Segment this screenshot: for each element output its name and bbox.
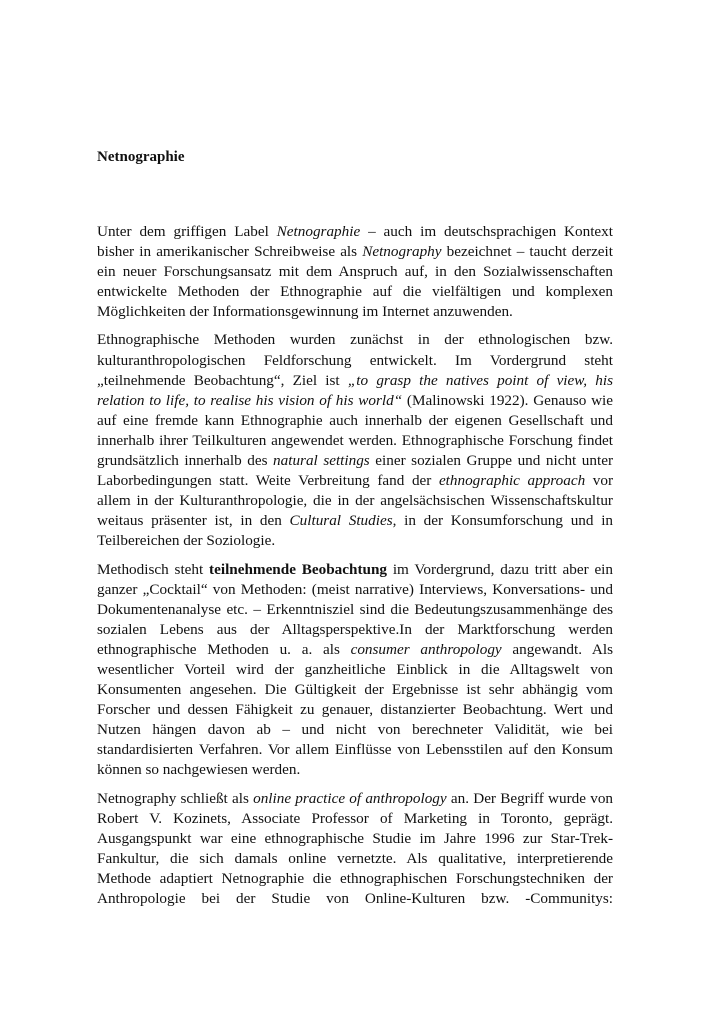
text-run: (Malinowski 1922). Genauso wie auf eine fremde kann Ethnographie auch innerhalb der eigenen Gesellschaft und innerhalb ihrer Teilkulturen angewendet werden. Ethnographische Forschung findet grundsätzlich innerhalb des: [97, 391, 614, 470]
text-run: , in der Konsumforschung und in Teilbereichen der Soziologie.: [97, 512, 614, 550]
text-run: angewandt. Als wesentlicher Vorteil wird der ganzheitliche Einblick in die Alltagswelt von Konsumenten angesehen. Die Gültigkeit der Ergebnisse ist sehr abhängig vom Forscher und dessen Fähigkeit zu genauer, distanzierter Beobachtung. Wert und Nutzen hängen davon ab – und nicht von berechneter Validität, wie bei standardisierten Verfahren. Vor allem Einflüsse von Lebensstilen auf den Konsum können so nachgewiesen werden.: [97, 640, 613, 779]
text-run: Ethnographische Methoden wurden zunächst in der ethnologischen bzw. kulturanthropologischen Feldforschung entwickelt. Im Vordergrund steht „teilnehmende Beobachtung“, Ziel ist: [97, 331, 613, 389]
text-run: Unter dem griffigen Label: [97, 223, 277, 240]
text-run: Methodisch steht: [97, 560, 210, 578]
text-run: Netnography schließt als: [97, 789, 254, 807]
paragraph: [97, 789, 613, 910]
text-run: – auch im deutschsprachigen Kontext bisher in amerikanischer Schreibweise als: [97, 223, 613, 261]
italic-text: natural settings: [273, 452, 370, 470]
bold-text: teilnehmende Beobachtung: [209, 560, 388, 578]
italic-text: online practice of anthropology: [253, 789, 447, 807]
italic-text: ethnographic approach: [438, 472, 586, 490]
paragraph: [97, 330, 613, 551]
paragraph: [97, 222, 613, 322]
text-run: im Vordergrund, dazu tritt aber ein ganzer „Cocktail“ von Methoden: (meist narrative) Interviews, Konversations- und Dokumentenanalyse etc. – Erkenntnisziel sind die Bedeutungszusammenhänge des sozialen Lebens aus der Alltagsperspektive.In der Marktforschung werden ethnographische Methoden u. a. als: [97, 560, 614, 658]
italic-text: Netnography: [362, 243, 442, 261]
paragraph: [97, 560, 613, 781]
text-run: bezeichnet – taucht derzeit ein neuer Forschungsansatz mit dem Anspruch auf, in den Sozialwissenschaften entwickelte Methoden der Ethnographie auf die vielfältigen und komplexen Möglichkeiten der Informationsgewinnung im Internet anzuwenden.: [97, 243, 613, 321]
italic-text: Netnographie: [276, 223, 361, 240]
text-run: vor allem in der Kulturanthropologie, die in der angelsächsischen Wissenschaftskultur weitaus präsenter ist, in den: [97, 472, 614, 530]
document-body: [97, 222, 613, 917]
italic-text: „to grasp the natives point of view, his relation to life, to realise his vision of his world“: [97, 371, 613, 409]
italic-text: consumer anthropology: [350, 640, 502, 658]
text-run: einer sozialen Gruppe und nicht unter Laborbedingungen statt. Weite Verbreitung fand der: [97, 452, 614, 490]
document-title: Netnographie: [97, 149, 185, 165]
italic-text: Cultural Studies: [289, 512, 393, 530]
text-run: an. Der Begriff wurde von Robert V. Kozinets, Associate Professor of Marketing in Toronto, geprägt. Ausgangspunkt war eine ethnographische Studie im Jahre 1996 zur Star-Trek-Fankultur, die sich damals online vernetzte. Als qualitative, interpretierende Methode adaptiert Netnographie die ethnographischen Forschungstechniken der Anthropologie bei der Studie von Online-Kulturen bzw. -Communitys:: [97, 789, 614, 907]
